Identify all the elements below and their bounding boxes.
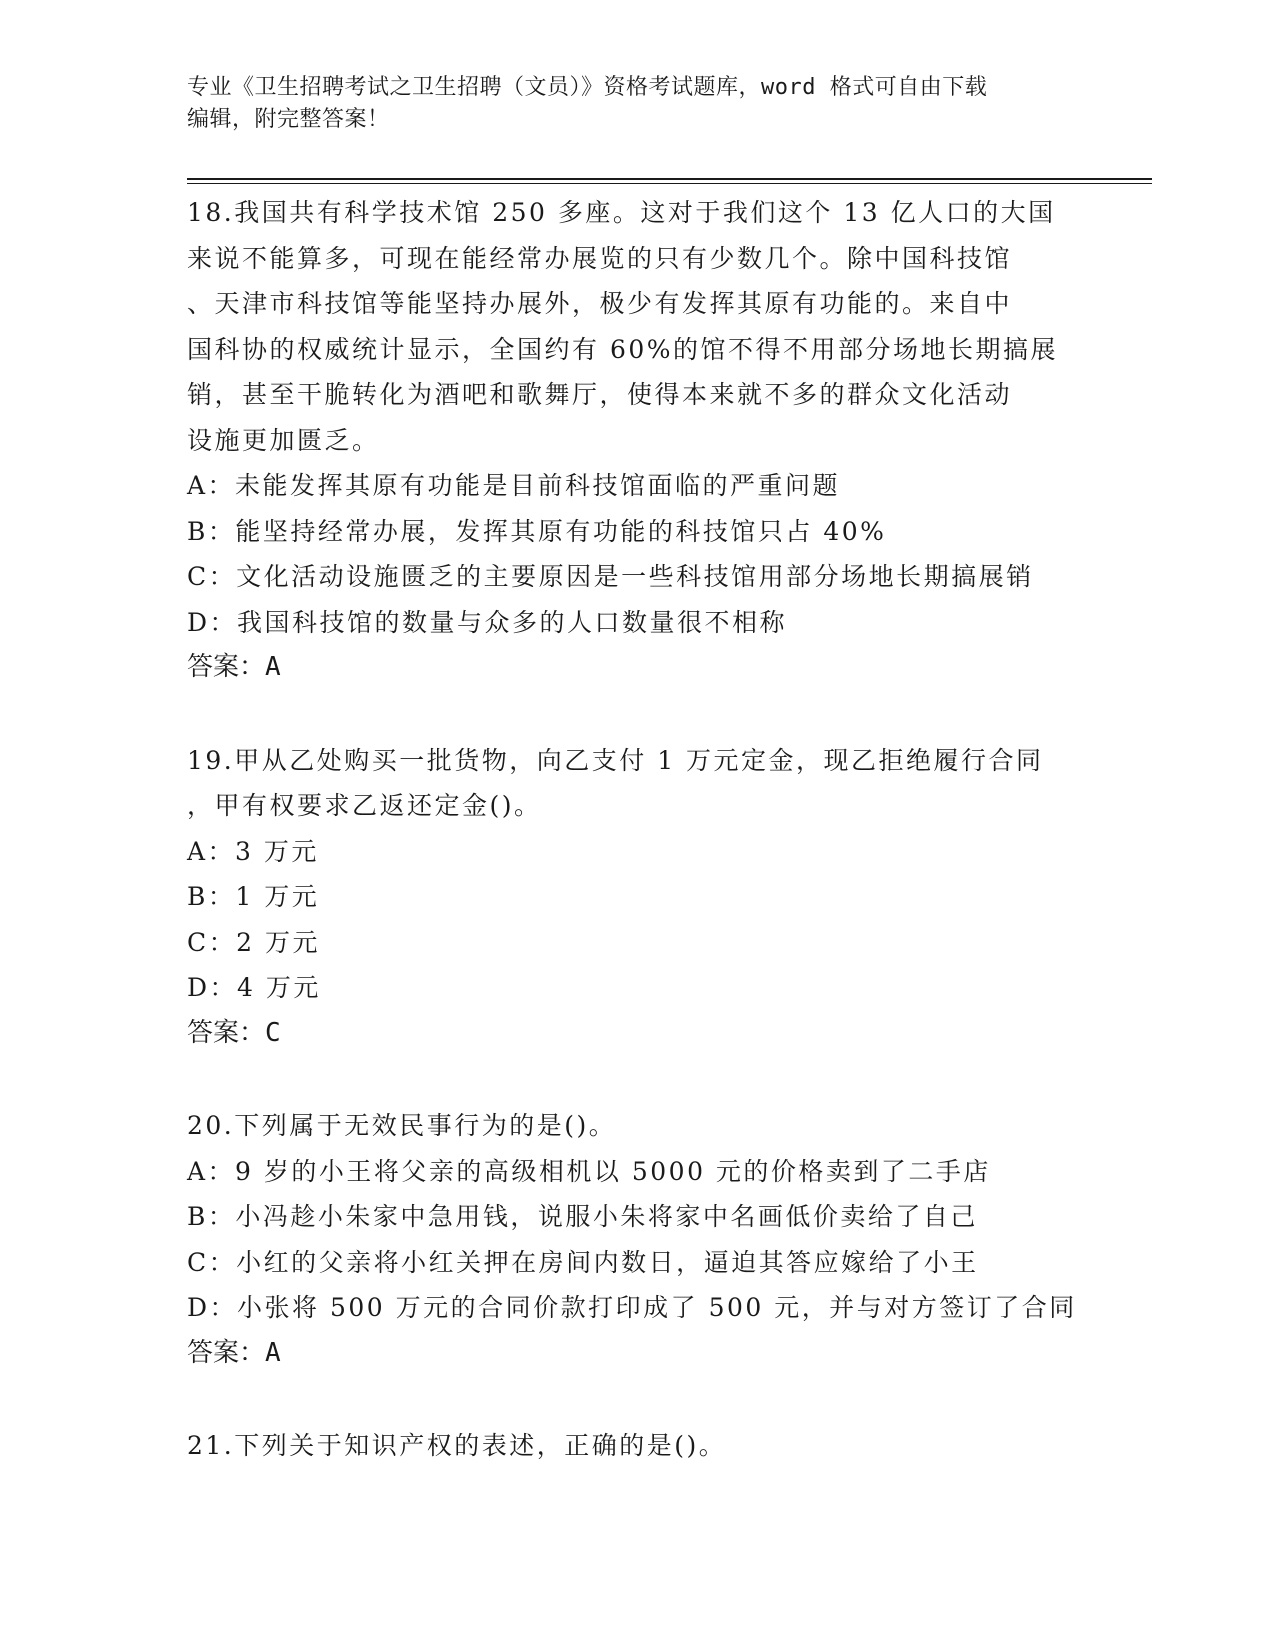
- answer-option: B：小冯趁小朱家中急用钱，说服小朱将家中名画低价卖给了自己: [187, 1202, 978, 1231]
- question-text-line: 销，甚至干脆转化为酒吧和歌舞厅，使得本来就不多的群众文化活动: [187, 380, 1013, 409]
- question-text-line: 18.我国共有科学技术馆 250 多座。这对于我们这个 13 亿人口的大国: [187, 198, 1056, 227]
- answer-key: 答案：A: [187, 652, 281, 682]
- answer-option: D：4 万元: [187, 973, 321, 1002]
- question-text-line: ，甲有权要求乙返还定金()。: [187, 791, 542, 820]
- answer-option: D：我国科技馆的数量与众多的人口数量很不相称: [187, 607, 788, 637]
- question-text-line: 设施更加匮乏。: [187, 425, 380, 455]
- header-line-1: 专业《卫生招聘考试之卫生招聘（文员）》资格考试题库，word 格式可自由下载: [187, 75, 988, 100]
- header-rule-thin: [187, 183, 1152, 184]
- answer-option: A：未能发挥其原有功能是目前科技馆面临的严重问题: [187, 471, 841, 500]
- question-list: [187, 190, 1087, 1516]
- answer-key: 答案：C: [187, 1017, 281, 1048]
- answer-option: C：2 万元: [187, 927, 320, 957]
- header-rule: [187, 178, 1152, 180]
- question-text-line: 来说不能算多，可现在能经常办展览的只有少数几个。除中国科技馆: [187, 243, 1013, 273]
- answer-option: B：能坚持经常办展，发挥其原有功能的科技馆只占 40%: [187, 516, 887, 546]
- question-block: [187, 1103, 1087, 1376]
- answer-option: C：小红的父亲将小红关押在房间内数日，逼迫其答应嫁给了小王: [187, 1247, 979, 1277]
- document-header: [187, 72, 1087, 136]
- question-text-line: 、天津市科技馆等能坚持办展外，极少有发挥其原有功能的。来自中: [187, 289, 1013, 318]
- header-line-2: 编辑，附完整答案！: [187, 107, 390, 132]
- answer-option: A：9 岁的小王将父亲的高级相机以 5000 元的价格卖到了二手店: [187, 1156, 991, 1186]
- question-block: [187, 738, 1087, 1057]
- answer-option: D：小张将 500 万元的合同价款打印成了 500 元，并与对方签订了合同: [187, 1293, 1077, 1322]
- answer-option: A：3 万元: [187, 836, 319, 866]
- question-block: [187, 1423, 1087, 1469]
- answer-key: 答案：A: [187, 1337, 281, 1368]
- question-block: [187, 190, 1087, 691]
- answer-option: C：文化活动设施匮乏的主要原因是一些科技馆用部分场地长期搞展销: [187, 562, 1034, 591]
- question-text-line: 19.甲从乙处购买一批货物，向乙支付 1 万元定金，现乙拒绝履行合同: [187, 745, 1044, 775]
- question-text-line: 国科协的权威统计显示，全国约有 60%的馆不得不用部分场地长期搞展: [187, 334, 1059, 364]
- question-text-line: 20.下列属于无效民事行为的是()。: [187, 1111, 617, 1140]
- answer-option: B：1 万元: [187, 882, 320, 911]
- question-text-line: 21.下列关于知识产权的表述，正确的是()。: [187, 1431, 727, 1460]
